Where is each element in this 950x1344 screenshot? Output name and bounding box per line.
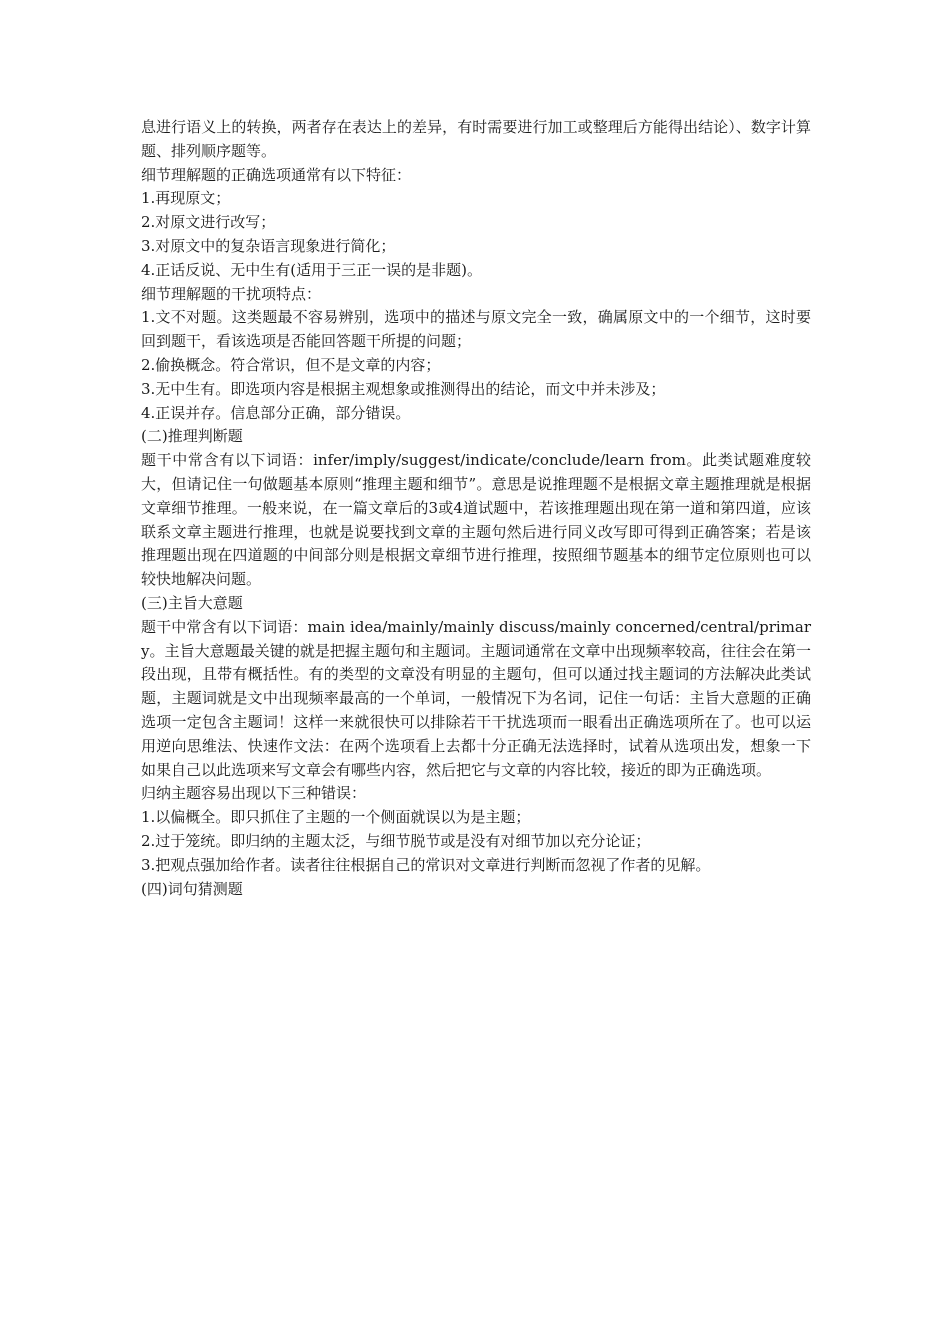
document-body: [141, 116, 811, 901]
list-item: 2.对原文进行改写；: [141, 213, 276, 232]
list-item: 1.再现原文；: [141, 189, 231, 208]
section-heading: (三)主旨大意题: [141, 593, 243, 612]
list-item: 2.过于笼统。即归纳的主题太泛，与细节脱节或是没有对细节加以充分论证；: [141, 831, 651, 850]
paragraph: 题干中常含有以下词语：main idea/mainly/mainly discuss/mainly concerned/central/primary。主旨大意题最关键的就是把握主题句和主题词。主题词通常在文章中出现频率较高，往往会在第一段出现，且带有概括性。有的类型的文章没有明显的主题句，但可以通过找主题词的方法解决此类试题，主题词就是文中出现频率最高的一个单词，一般情况下为名词，记住一句话：主旨大意题的正确选项一定包含主题词！这样一来就很快可以排除若干干扰选项而一眼看出正确选项所在了。也可以运用逆向思维法、快速作文法：在两个选项看上去都十分正确无法选择时，试着从选项出发，想象一下如果自己以此选项来写文章会有哪些内容，然后把它与文章的内容比较，接近的即为正确选项。: [141, 617, 811, 779]
paragraph: 题干中常含有以下词语：infer/imply/suggest/indicate/conclude/learn from。此类试题难度较大，但请记住一句做题基本原则“推理主题和细节”。意思是说推理题不是根据文章主题推理就是根据文章细节推理。一般来说，在一篇文章后的3或4道试题中，若该推理题出现在第一道和第四道，应该联系文章主题进行推理，也就是说要找到文章的主题句然后进行同义改写即可得到正确答案；若是该推理题出现在四道题的中间部分则是根据文章细节进行推理，按照细节题基本的细节定位原则也可以较快地解决问题。: [141, 451, 811, 589]
paragraph: 细节理解题的干扰项特点：: [141, 284, 322, 303]
paragraph: 归纳主题容易出现以下三种错误：: [141, 784, 367, 803]
list-item: 2.偷换概念。符合常识，但不是文章的内容；: [141, 355, 441, 374]
section-heading: (四)词句猜测题: [141, 879, 243, 898]
paragraph: 息进行语义上的转换，两者存在表达上的差异，有时需要进行加工或整理后方能得出结论）、数字计算题、排列顺序题等。: [141, 118, 811, 160]
list-item: 4.正误并存。信息部分正确，部分错误。: [141, 403, 411, 422]
list-item: 3.无中生有。即选项内容是根据主观想象或推测得出的结论，而文中并未涉及；: [141, 379, 666, 398]
section-heading: (二)推理判断题: [141, 427, 243, 446]
list-item: 4.正话反说、无中生有(适用于三正一误的是非题)。: [141, 260, 483, 279]
paragraph: 细节理解题的正确选项通常有以下特征：: [141, 165, 412, 184]
list-item: 1.文不对题。这类题最不容易辨别，选项中的描述与原文完全一致，确属原文中的一个细节，这时要回到题干，看该选项是否能回答题干所提的问题；: [141, 308, 811, 351]
list-item: 1.以偏概全。即只抓住了主题的一个侧面就误以为是主题；: [141, 808, 531, 827]
list-item: 3.把观点强加给作者。读者往往根据自己的常识对文章进行判断而忽视了作者的见解。: [141, 855, 711, 874]
list-item: 3.对原文中的复杂语言现象进行简化；: [141, 236, 396, 255]
